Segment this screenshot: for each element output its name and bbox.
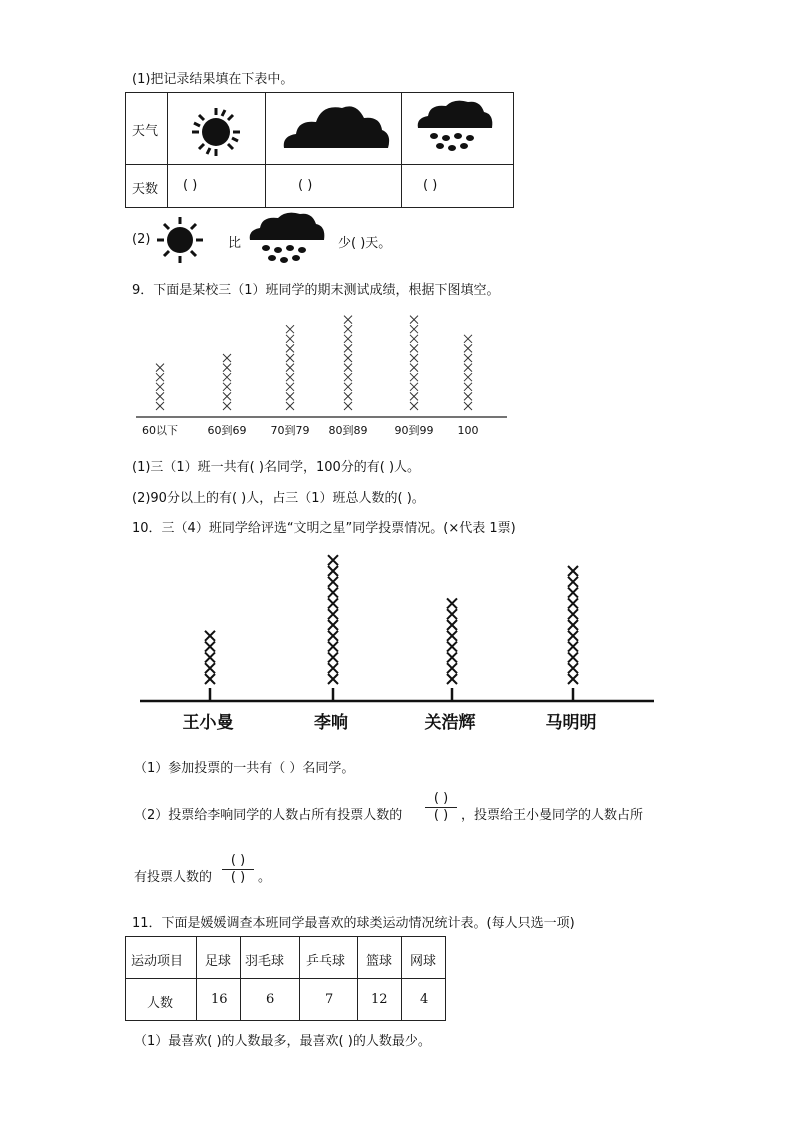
- x-mark: [205, 674, 215, 684]
- table-header: 足球: [205, 954, 232, 969]
- x-mark: [205, 663, 215, 673]
- x-mark: [464, 373, 472, 381]
- x-mark: [328, 642, 338, 652]
- x-mark: [410, 402, 418, 410]
- x-mark: [328, 598, 338, 608]
- x-mark: [410, 316, 418, 324]
- q8-part2-bi: 比: [228, 236, 242, 251]
- x-mark: [447, 631, 457, 641]
- q8-part1-text: (1)把记录结果填在下表中。: [132, 72, 294, 87]
- x-mark: [410, 344, 418, 352]
- x-mark: [568, 588, 578, 598]
- q10-title: 10．三（4）班同学给评选“文明之星”同学投票情况。(×代表 1票): [132, 521, 516, 536]
- x-mark: [328, 631, 338, 641]
- x-mark: [328, 609, 338, 619]
- table-cell: 4: [420, 992, 429, 1007]
- x-mark: [464, 383, 472, 391]
- tick-label: 80到89: [328, 424, 368, 437]
- x-mark: [410, 373, 418, 381]
- x-mark: [344, 392, 352, 400]
- table-cell: 16: [211, 992, 228, 1007]
- x-mark: [344, 364, 352, 372]
- x-mark: [447, 642, 457, 652]
- x-mark: [156, 364, 164, 372]
- x-mark: [464, 402, 472, 410]
- rain-cloud-icon: [414, 98, 496, 156]
- x-mark: [447, 609, 457, 619]
- score-dot-chart: [130, 305, 520, 445]
- x-mark: [568, 642, 578, 652]
- x-mark: [286, 354, 294, 362]
- q10-part2-a: （2）投票给李响同学的人数占所有投票人数的: [134, 808, 403, 823]
- x-mark: [410, 383, 418, 391]
- x-mark: [156, 402, 164, 410]
- fraction-blank: ( ) ( ): [423, 792, 459, 823]
- x-mark: [568, 631, 578, 641]
- table-header: 乒乓球: [306, 954, 346, 969]
- q8-part2-suffix: 少( )天。: [338, 236, 392, 251]
- x-mark: [328, 663, 338, 673]
- x-mark: [447, 620, 457, 630]
- x-mark: [156, 392, 164, 400]
- x-mark: [223, 383, 231, 391]
- x-mark: [328, 577, 338, 587]
- tick-label: 60到69: [207, 424, 247, 437]
- x-mark: [286, 325, 294, 333]
- category-label: 关浩辉: [424, 713, 476, 733]
- rain-cloud-icon: [246, 210, 328, 268]
- x-mark: [464, 364, 472, 372]
- q9-part1: (1)三（1）班一共有( )名同学，100分的有( )人。: [132, 460, 421, 475]
- x-mark: [205, 652, 215, 662]
- table-cell: 12: [371, 992, 388, 1007]
- x-mark: [286, 383, 294, 391]
- vote-dot-chart: [140, 548, 660, 738]
- x-mark: [205, 642, 215, 652]
- x-mark: [447, 598, 457, 608]
- blank-cloud-days: ( ): [298, 178, 313, 193]
- x-mark: [410, 364, 418, 372]
- table-cell: 7: [325, 992, 334, 1007]
- x-mark: [568, 566, 578, 576]
- x-mark: [286, 364, 294, 372]
- table-cell: 6: [266, 992, 275, 1007]
- x-mark: [223, 373, 231, 381]
- x-mark: [223, 402, 231, 410]
- q10-part1: （1）参加投票的一共有（ ）名同学。: [134, 761, 355, 776]
- x-mark: [286, 335, 294, 343]
- x-mark: [223, 364, 231, 372]
- x-mark: [156, 383, 164, 391]
- x-mark: [223, 392, 231, 400]
- q8-part2-prefix: (2): [132, 232, 151, 247]
- x-mark: [344, 373, 352, 381]
- x-mark: [344, 316, 352, 324]
- x-mark: [568, 609, 578, 619]
- q9-title: 9．下面是某校三（1）班同学的期末测试成绩，根据下图填空。: [132, 283, 500, 298]
- blank-rain-days: ( ): [423, 178, 438, 193]
- q10-part2-c: 有投票人数的: [134, 870, 213, 885]
- q11-part1: （1）最喜欢( )的人数最多，最喜欢( )的人数最少。: [134, 1034, 431, 1049]
- category-label: 李响: [314, 713, 348, 733]
- sun-icon: [184, 104, 248, 158]
- x-mark: [344, 402, 352, 410]
- sun-icon: [150, 212, 210, 266]
- x-mark: [344, 344, 352, 352]
- x-mark: [568, 577, 578, 587]
- x-mark: [447, 663, 457, 673]
- q9-part2: (2)90分以上的有( )人，占三（1）班总人数的( )。: [132, 491, 425, 506]
- x-mark: [464, 344, 472, 352]
- cloud-icon: [280, 100, 392, 152]
- x-mark: [344, 354, 352, 362]
- tick-label: 100: [457, 424, 479, 437]
- x-mark: [328, 652, 338, 662]
- x-mark: [223, 354, 231, 362]
- tick-label: 90到99: [394, 424, 434, 437]
- q10-part2-b: ，投票给王小曼同学的人数占所: [461, 808, 644, 823]
- x-mark: [286, 373, 294, 381]
- x-mark: [156, 373, 164, 381]
- x-mark: [410, 392, 418, 400]
- x-mark: [344, 383, 352, 391]
- q10-part2-end: 。: [258, 870, 272, 885]
- weather-row-label: 天气: [132, 124, 159, 139]
- x-mark: [328, 566, 338, 576]
- x-mark: [410, 335, 418, 343]
- x-mark: [344, 335, 352, 343]
- x-mark: [328, 620, 338, 630]
- table-header: 羽毛球: [245, 954, 285, 969]
- x-mark: [568, 652, 578, 662]
- x-mark: [568, 663, 578, 673]
- x-mark: [344, 325, 352, 333]
- category-label: 王小曼: [182, 713, 234, 733]
- tick-label: 70到79: [270, 424, 310, 437]
- table-header: 篮球: [366, 954, 393, 969]
- tick-label: 60以下: [142, 424, 178, 437]
- x-mark: [464, 392, 472, 400]
- x-mark: [286, 344, 294, 352]
- x-mark: [286, 392, 294, 400]
- x-mark: [568, 598, 578, 608]
- x-mark: [568, 674, 578, 684]
- x-mark: [205, 631, 215, 641]
- x-mark: [410, 325, 418, 333]
- table-header: 运动项目: [131, 954, 184, 969]
- fraction-blank: ( ) ( ): [220, 854, 256, 885]
- x-mark: [286, 402, 294, 410]
- x-mark: [464, 335, 472, 343]
- x-mark: [447, 674, 457, 684]
- days-row-label: 天数: [132, 182, 159, 197]
- x-mark: [328, 555, 338, 565]
- blank-sun-days: ( ): [183, 178, 198, 193]
- table-row-label: 人数: [147, 996, 174, 1011]
- q11-title: 11．下面是媛媛调查本班同学最喜欢的球类运动情况统计表。(每人只选一项): [132, 916, 575, 931]
- table-header: 网球: [410, 954, 437, 969]
- x-mark: [328, 588, 338, 598]
- x-mark: [464, 354, 472, 362]
- category-label: 马明明: [545, 713, 597, 733]
- x-mark: [447, 652, 457, 662]
- x-mark: [410, 354, 418, 362]
- x-mark: [568, 620, 578, 630]
- x-mark: [328, 674, 338, 684]
